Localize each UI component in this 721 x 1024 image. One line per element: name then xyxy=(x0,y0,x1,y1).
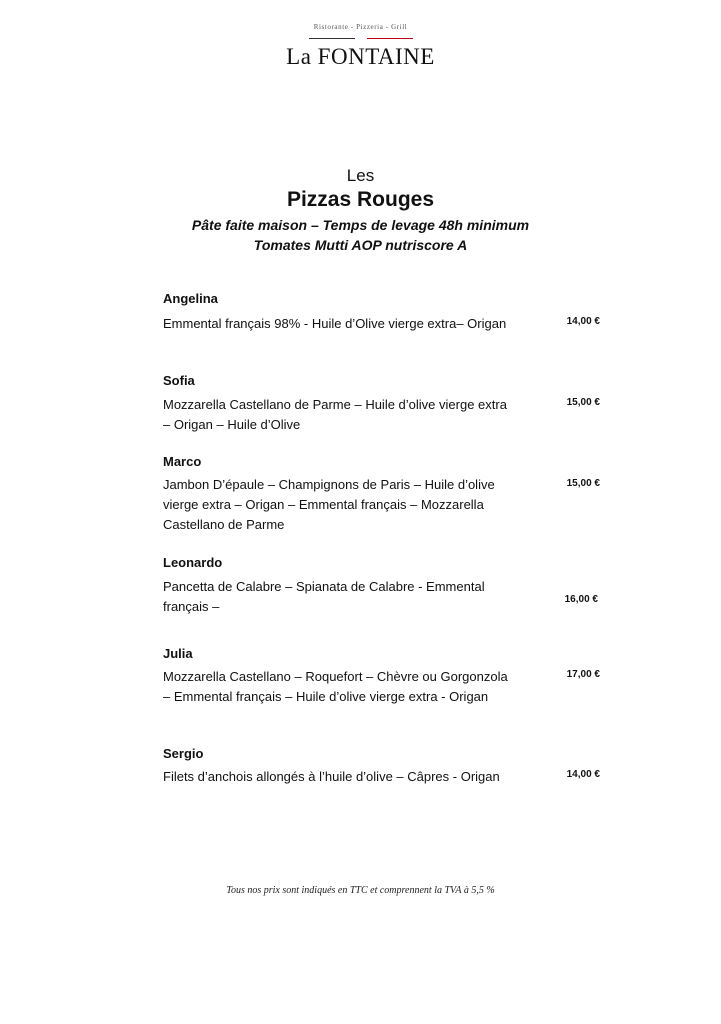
item-name: Leonardo xyxy=(163,555,223,570)
item-price: 15,00 € xyxy=(566,478,600,489)
brand-name: La FONTAINE xyxy=(286,44,435,69)
subtitle-tomatoes: Tomates Mutti AOP nutriscore A xyxy=(253,237,468,253)
item-name: Sofia xyxy=(163,373,195,388)
item-name: Julia xyxy=(163,646,193,661)
item-description: Mozzarella Castellano de Parme – Huile d’olive vierge extra – Origan – Huile d’Olive xyxy=(163,397,507,432)
item-description: Emmental français 98% - Huile d’Olive vierge extra– Origan xyxy=(163,316,507,331)
item-name: Marco xyxy=(163,454,202,469)
page-title: Pizzas Rouges xyxy=(286,188,435,211)
item-price: 16,00 € xyxy=(564,594,598,605)
item-price: 15,00 € xyxy=(566,397,600,408)
item-description: Pancetta de Calabre – Spianata de Calabre - Emmental français – xyxy=(163,579,485,614)
subtitle-dough: Pâte faite maison – Temps de levage 48h minimum xyxy=(191,217,530,233)
header-les: Les xyxy=(346,166,375,185)
footer-price-note: Tous nos prix sont indiqués en TTC et comprennent la TVA à 5,5 % xyxy=(226,885,495,896)
item-price: 17,00 € xyxy=(566,669,600,680)
brand-tagline: Ristorante - Pizzeria - Grill xyxy=(313,23,408,31)
item-description: Mozzarella Castellano – Roquefort – Chèvre ou Gorgonzola – Emmental français – Huile d’olive vierge extra - Origan xyxy=(163,669,508,704)
brand-rule-right xyxy=(367,38,413,39)
brand-rules xyxy=(0,38,721,39)
item-description: Jambon D’épaule – Champignons de Paris – Huile d’olive vierge extra – Origan – Emmental français – Mozzarella Castellano de Parme xyxy=(163,477,495,532)
item-description: Filets d’anchois allongés à l’huile d’olive – Câpres - Origan xyxy=(163,769,500,784)
item-price: 14,00 € xyxy=(566,316,600,327)
brand-rule-left xyxy=(309,38,355,39)
item-name: Sergio xyxy=(163,746,204,761)
item-price: 14,00 € xyxy=(566,769,600,780)
item-name: Angelina xyxy=(163,291,218,306)
